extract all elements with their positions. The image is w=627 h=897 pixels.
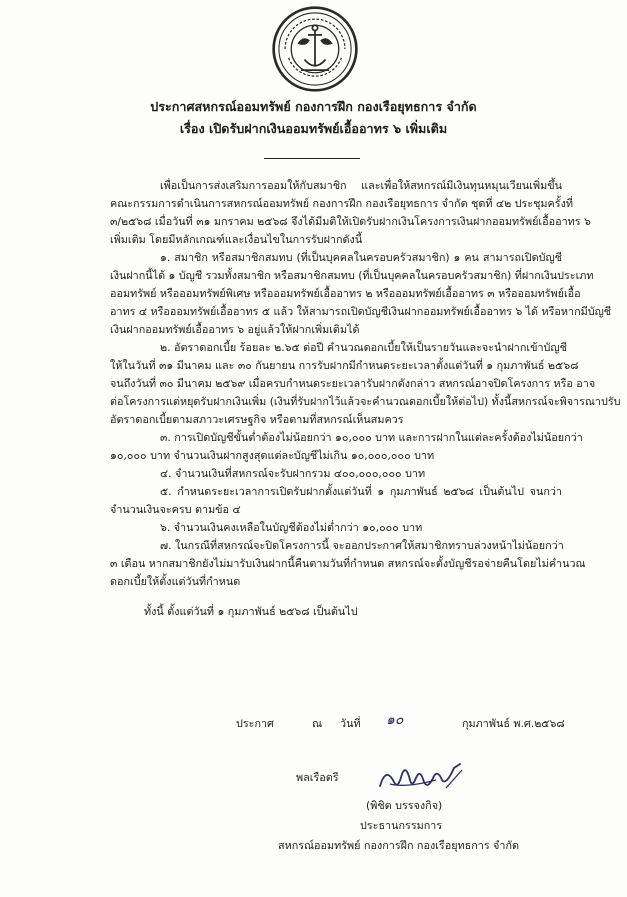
clause-1-line: เงินฝากนี้ได้ ๑ บัญชี รวมทั้งสมาชิก หรือสมาชิกสมทบ (ที่เป็นบุคคลในครอบครัวสมาชิก) ที่ฝากเงินประเภท: [110, 269, 594, 282]
dateline-day-label: วันที่: [340, 717, 361, 730]
clause-2-line: ให้ในวันที่ ๓๑ มีนาคม และ ๓๐ กันยายน การรับฝากมีกำหนดระยะเวลาตั้งแต่วันที่ ๑ กุมภาพันธ์ ๒๕๖๘: [110, 359, 579, 372]
dateline-announced: ประกาศ: [236, 717, 274, 730]
clause-2-line: อัตราดอกเบี้ยตามสภาวะเศรษฐกิจ หรือตามที่สหกรณ์เห็นสมควร: [110, 413, 404, 426]
clause-2-line: จนถึงวันที่ ๓๐ มีนาคม ๒๕๖๙ เมื่อครบกำหนดระยะเวลารับฝากดังกล่าว สหกรณ์อาจปิดโครงการ หรือ อาจ: [110, 377, 596, 390]
clause-3-line: ๑๐,๐๐๐ บาท จำนวนเงินฝากสูงสุดแต่ละบัญชีไม่เกิน ๑๐,๐๐๐,๐๐๐ บาท: [110, 449, 435, 462]
clause-7-line: ๗. ในกรณีที่สหกรณ์จะปิดโครงการนี้ จะออกประกาศให้สมาชิกทราบล่วงหน้าไม่น้อยกว่า: [160, 539, 564, 552]
signatory-rank: พลเรือตรี: [296, 771, 339, 784]
dateline-month-year: กุมภาพันธ์ พ.ศ.๒๕๖๘: [462, 717, 565, 730]
dateline-day-handwritten: ๑๐: [386, 712, 404, 728]
dateline-at: ณ: [312, 717, 323, 730]
intro-line: เพิ่มเติม โดยมีหลักเกณฑ์และเงื่อนไขในการรับฝากดังนี้: [110, 233, 363, 246]
clause-1-line: เงินฝากออมทรัพย์เอื้ออาทร ๖ อยู่แล้วให้ฝากเพิ่มเติมได้: [110, 323, 360, 336]
signatory-name: (พิชิต บรรจงกิจ): [366, 799, 443, 812]
clause-1-line: อาทร ๔ หรือออมทรัพย์เอื้ออาทร ๕ แล้ว ให้สามารถเปิดบัญชีเงินฝากออมทรัพย์เอื้ออาทร ๖ ได้ หรือหากมีบัญชี: [110, 305, 612, 318]
clause-1-line: ๑. สมาชิก หรือสมาชิกสมทบ (ที่เป็นบุคคลในครอบครัวสมาชิก) ๑ คน สามารถเปิดบัญชี: [160, 251, 562, 264]
announcement-subject: เรื่อง เปิดรับฝากเงินออมทรัพย์เอื้ออาทร ๖ เพิ่มเติม: [179, 121, 448, 136]
title-divider: [264, 158, 360, 159]
signatory-position: ประธานกรรมการ: [360, 819, 443, 832]
intro-line: เพื่อเป็นการส่งเสริมการออมให้กับสมาชิก และเพื่อให้สหกรณ์มีเงินทุนหมุนเวียนเพิ่มขึ้น: [160, 179, 562, 192]
effective-date: ทั้งนี้ ตั้งแต่วันที่ ๑ กุมภาพันธ์ ๒๕๖๘ เป็นต้นไป: [144, 605, 358, 618]
announcement-title: ประกาศสหกรณ์ออมทรัพย์ กองการฝึก กองเรือยุทธการ จำกัด: [150, 99, 477, 114]
signatory-organization: สหกรณ์ออมทรัพย์ กองการฝึก กองเรือยุทธการ จำกัด: [278, 839, 519, 852]
clause-7-line: ดอกเบี้ยให้ตั้งแต่วันที่กำหนด: [110, 575, 241, 588]
clause-2-line: ต่อโครงการแต่หยุดรับฝากเงินเพิ่ม (เงินที่รับฝากไว้แล้วจะคำนวณดอกเบี้ยให้ต่อไป) ทั้งนี้สหกรณ์จะพิจารณาปรับ: [110, 395, 621, 408]
intro-line: ๓/๒๕๖๘ เมื่อวันที่ ๓๑ มกราคม ๒๕๖๘ จึงได้มีมติให้เปิดรับฝากเงินโครงการเงินฝากออมทรัพย์เอื้ออาทร ๖: [110, 215, 591, 228]
clause-5-line: ๕. กำหนดระยะเวลาการเปิดรับฝากตั้งแต่วันที่ ๑ กุมภาพันธ์ ๒๕๖๘ เป็นต้นไป จนกว่า: [160, 485, 562, 498]
clause-3-line: ๓. การเปิดบัญชีขั้นต่ำต้องไม่น้อยกว่า ๑๐,๐๐๐ บาท และการฝากในแต่ละครั้งต้องไม่น้อยกว่า: [160, 431, 583, 444]
clause-7-line: ๓ เดือน หากสมาชิกยังไม่มารับเงินฝากนี้คืนตามวันที่กำหนด สหกรณ์จะตั้งบัญชีรอจ่ายคืนโดยไม่คำนวณ: [110, 557, 586, 570]
clause-2-line: ๒. อัตราดอกเบี้ย ร้อยละ ๒.๖๕ ต่อปี คำนวณดอกเบี้ยให้เป็นรายวันและจะนำฝากเข้าบัญชี: [160, 341, 567, 354]
clause-6-line: ๖. จำนวนเงินคงเหลือในบัญชีต้องไม่ต่ำกว่า ๑๐,๐๐๐ บาท: [160, 521, 423, 534]
clause-1-line: ออมทรัพย์ หรือออมทรัพย์พิเศษ หรือออมทรัพย์เอื้ออาทร ๒ หรือออมทรัพย์เอื้ออาทร ๓ หรือออมทรัพย์เอื้อ: [110, 287, 581, 300]
clause-4-line: ๔. จำนวนเงินที่สหกรณ์จะรับฝากรวม ๔๐๐,๐๐๐,๐๐๐ บาท: [160, 467, 426, 480]
clause-5-line: จำนวนเงินจะครบ ตามข้อ ๔: [110, 503, 241, 516]
cooperative-seal-logo: [271, 5, 359, 93]
intro-line: คณะกรรมการดำเนินการสหกรณ์ออมทรัพย์ กองการฝึก กองเรือยุทธการ จำกัด ชุดที่ ๔๒ ประชุมครั้งที่: [110, 197, 573, 210]
signature-image: [376, 760, 466, 794]
